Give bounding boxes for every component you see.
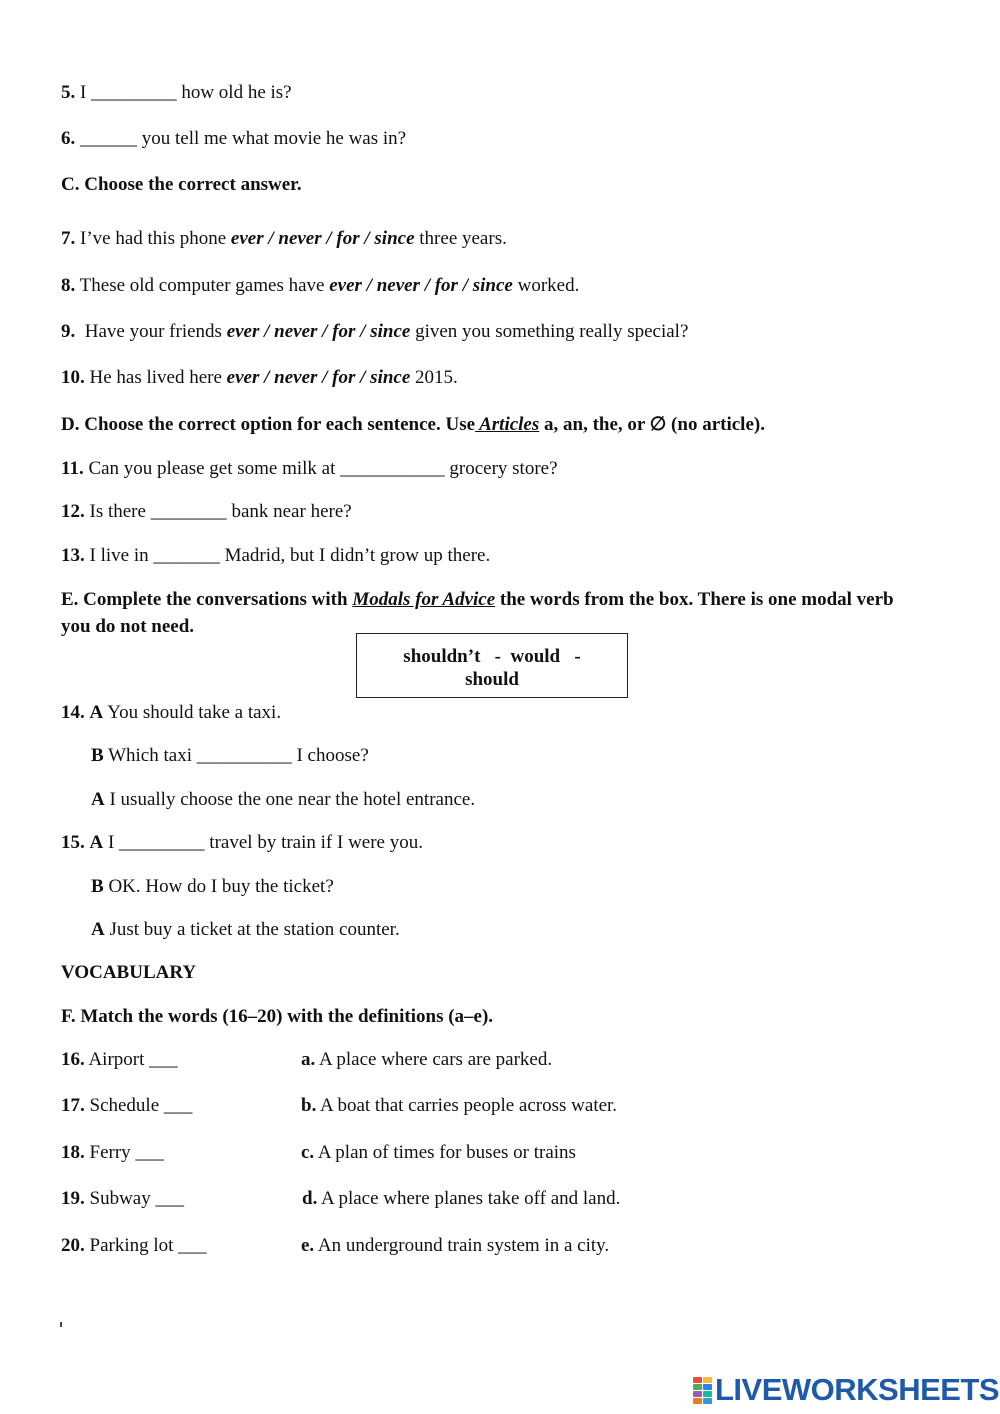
answer-options[interactable]: ever / never / for / since (329, 275, 513, 296)
speaker-label: A (89, 832, 104, 853)
question-number: 15. (61, 832, 85, 853)
answer-options[interactable]: ever / never / for / since (226, 367, 411, 388)
liveworksheets-logo (693, 1374, 999, 1406)
question-number: 8. (61, 275, 76, 296)
question-number: 9. (61, 321, 76, 342)
match-word-text: Ferry ___ (84, 1142, 164, 1163)
definition-a (301, 1048, 552, 1072)
speaker-label: A (91, 789, 105, 810)
question-5 (61, 81, 292, 105)
match-word-18 (61, 1141, 164, 1165)
match-word-20 (61, 1234, 207, 1258)
question-text: These old computer games have (75, 275, 330, 296)
logo-text: LIVEWORKSHEETS (715, 1372, 1000, 1407)
question-15 (61, 831, 423, 855)
definition-e (301, 1234, 609, 1258)
section-e-heading-line2: you do not need. (61, 616, 195, 637)
definition-text: A place where planes take off and land. (317, 1188, 621, 1209)
heading-emphasis: Articles (475, 414, 540, 435)
dialogue-line: You should take a taxi. (103, 702, 282, 723)
section-c-heading: C. Choose the correct answer. (61, 174, 302, 195)
answer-options[interactable]: ever / never / for / since (226, 321, 411, 342)
match-word-text: Subway ___ (84, 1188, 184, 1209)
question-text: three years. (414, 228, 507, 249)
dialogue-row (91, 875, 334, 899)
question-text: I live in _______ Madrid, but I didn’t grow up there. (84, 545, 491, 566)
definition-letter: c. (301, 1142, 315, 1163)
definition-letter: d. (302, 1188, 318, 1209)
definition-letter: e. (301, 1235, 315, 1256)
section-f-heading: F. Match the words (16–20) with the definitions (a–e). (61, 1006, 494, 1027)
speaker-label: A (89, 702, 104, 723)
question-13 (61, 544, 490, 568)
question-number: 16. (61, 1049, 85, 1070)
word-box-line: should (465, 669, 519, 690)
heading-emphasis: Modals for Advice (352, 589, 496, 610)
dialogue-line: I usually choose the one near the hotel entrance. (104, 789, 476, 810)
definition-text: A place where cars are parked. (315, 1049, 553, 1070)
question-text: Can you please get some milk at ___________ grocery store? (83, 458, 558, 479)
question-number: 18. (61, 1142, 85, 1163)
match-word-text: Airport ___ (84, 1049, 178, 1070)
match-word-text: Schedule ___ (84, 1095, 193, 1116)
dialogue-row (91, 744, 369, 768)
dialogue-line: Which taxi __________ I choose? (103, 745, 369, 766)
question-text: I’ve had this phone (75, 228, 231, 249)
question-text: Is there ________ bank near here? (84, 501, 352, 522)
vocabulary-heading: VOCABULARY (61, 962, 197, 983)
question-number: 10. (61, 367, 85, 388)
question-text: 2015. (410, 367, 458, 388)
question-11 (61, 457, 558, 481)
liveworksheets-logo-icon (693, 1377, 713, 1403)
question-14 (61, 701, 281, 725)
heading-text: the words from the box. There is one modal verb (495, 589, 894, 610)
word-box-line: shouldn’t - would - (403, 646, 581, 667)
question-text: worked. (512, 275, 580, 296)
heading-text: D. Choose the correct option for each sentence. Use (61, 414, 476, 435)
definition-b (301, 1094, 617, 1118)
answer-options[interactable]: ever / never / for / since (230, 228, 415, 249)
dialogue-line: OK. How do I buy the ticket? (103, 876, 334, 897)
definition-text: A plan of times for buses or trains (314, 1142, 576, 1163)
dialogue-row (91, 918, 400, 942)
question-number: 11. (61, 458, 84, 479)
heading-text: a, an, the, or ∅ (no article). (539, 414, 765, 435)
section-d-heading (61, 413, 765, 437)
question-text: given you something really special? (410, 321, 689, 342)
question-text: ______ you tell me what movie he was in? (75, 128, 407, 149)
definition-text: An underground train system in a city. (314, 1235, 610, 1256)
definition-text: A boat that carries people across water. (316, 1095, 618, 1116)
question-number: 13. (61, 545, 85, 566)
definition-d (302, 1187, 620, 1211)
speaker-label: B (91, 745, 104, 766)
dialogue-line: I _________ travel by train if I were you. (103, 832, 423, 853)
match-word-17 (61, 1094, 192, 1118)
match-word-text: Parking lot ___ (84, 1235, 207, 1256)
section-e-heading (61, 588, 894, 612)
question-number: 12. (61, 501, 85, 522)
speaker-label: A (91, 919, 105, 940)
question-text: He has lived here (84, 367, 227, 388)
dialogue-line: Just buy a ticket at the station counter. (104, 919, 400, 940)
question-number: 19. (61, 1188, 85, 1209)
question-text: Have your friends (75, 321, 227, 342)
question-number: 5. (61, 82, 76, 103)
speaker-label: B (91, 876, 104, 897)
definition-letter: a. (301, 1049, 316, 1070)
question-number: 20. (61, 1235, 85, 1256)
question-number: 6. (61, 128, 76, 149)
dialogue-row (91, 788, 475, 812)
question-9 (61, 320, 688, 344)
match-word-19 (61, 1187, 184, 1211)
question-7 (61, 227, 507, 251)
word-box (356, 633, 628, 698)
question-6 (61, 127, 406, 151)
question-8 (61, 274, 579, 298)
definition-c (301, 1141, 576, 1165)
match-word-16 (61, 1048, 178, 1072)
heading-text: E. Complete the conversations with (61, 589, 353, 610)
question-number: 7. (61, 228, 76, 249)
definition-letter: b. (301, 1095, 317, 1116)
question-number: 14. (61, 702, 85, 723)
question-10 (61, 366, 458, 390)
question-12 (61, 500, 352, 524)
question-number: 17. (61, 1095, 85, 1116)
page-mark (60, 1322, 62, 1327)
question-text: I _________ how old he is? (75, 82, 292, 103)
